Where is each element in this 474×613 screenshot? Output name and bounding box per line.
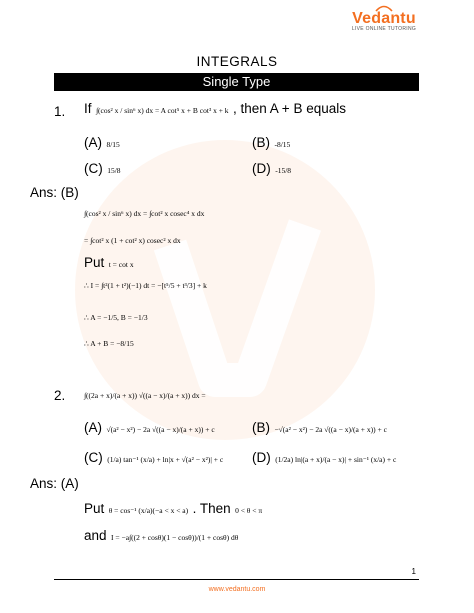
q2-solution-put xyxy=(84,500,262,518)
footer-url-link[interactable]: www.vedantu.com xyxy=(208,586,266,593)
q1-number: 1. xyxy=(54,104,66,119)
q2-option-d xyxy=(252,449,396,467)
q1-solution-line5: ∴ A + B = −8/15 xyxy=(84,339,134,348)
option-label: (C) xyxy=(84,450,103,465)
q1-option-c xyxy=(84,160,121,178)
q1-option-d xyxy=(252,160,291,178)
q1-tail: , then A + B equals xyxy=(233,101,346,116)
section-bar xyxy=(54,73,419,91)
option-label: (B) xyxy=(252,420,270,435)
option-label: (B) xyxy=(252,135,270,150)
chapter-title: INTEGRALS xyxy=(196,54,278,69)
and-word: and xyxy=(84,528,107,543)
and-math: I = −a∫((2 + cosθ)(1 − cosθ))/(1 + cosθ) dθ xyxy=(110,533,239,542)
page-number: 1 xyxy=(411,567,416,576)
q1-lead: If xyxy=(84,101,92,116)
q1-statement-math: ∫(cos² x / sin⁶ x) dx = A cot⁵ x + B cot³ x + k xyxy=(95,106,229,115)
q1-statement xyxy=(84,100,346,118)
q2-option-c xyxy=(84,449,223,467)
section-title: Single Type xyxy=(202,74,271,89)
option-label: (D) xyxy=(252,450,271,465)
option-label: (C) xyxy=(84,161,103,176)
option-value: √(a² − x²) − 2a √((a − x)/(a + x)) + c xyxy=(106,425,215,434)
q2-solution-and xyxy=(84,527,238,545)
q2-option-b xyxy=(252,419,387,437)
footer-divider xyxy=(54,579,419,580)
q1-solution-line1: ∫(cos² x / sin⁶ x) dx = ∫cot² x cosec⁴ x dx xyxy=(84,209,205,218)
option-label: (A) xyxy=(84,420,102,435)
q1-solution-line2: = ∫cot² x (1 + cot² x) cosec² x dx xyxy=(84,236,181,245)
q1-answer: Ans: (B) xyxy=(30,185,79,200)
put-math: t = cot x xyxy=(108,260,134,269)
q2-statement-math: ∫((2a + x)/(a + x)) √((a − x)/(a + x)) dx = xyxy=(84,391,206,400)
option-label: (A) xyxy=(84,135,102,150)
q1-solution-put xyxy=(84,254,134,272)
option-label: (D) xyxy=(252,161,271,176)
logo-mark-icon xyxy=(374,4,394,12)
logo-tagline: LIVE ONLINE TUTORING xyxy=(351,26,417,32)
vedantu-logo xyxy=(344,10,424,32)
option-value: -8/15 xyxy=(274,140,291,149)
put-word: Put xyxy=(84,501,105,516)
logo-wordmark: Vedantu xyxy=(352,10,416,27)
q1-option-b xyxy=(252,134,290,152)
then-word: . Then xyxy=(192,501,231,516)
option-value: -15/8 xyxy=(275,166,292,175)
q1-option-a xyxy=(84,134,120,152)
q2-answer: Ans: (A) xyxy=(30,476,79,491)
q2-option-a xyxy=(84,419,215,437)
option-value: 8/15 xyxy=(106,140,120,149)
q1-solution-line4: ∴ A = −1/5, B = −1/3 xyxy=(84,313,148,322)
q1-solution-line3: ∴ I = ∫t²(1 + t²)(−1) dt = −[t⁵/5 + t³/3] + k xyxy=(84,281,207,290)
option-value: 15/8 xyxy=(107,166,121,175)
option-value: (1/2a) ln|(a + x)/(a − x)| + sin⁻¹ (x/a) + c xyxy=(275,455,397,464)
option-value: −√(a² − x²) − 2a √((a − x)/(a + x)) + c xyxy=(274,425,387,434)
q2-number: 2. xyxy=(54,388,66,403)
then-math: 0 < θ < π xyxy=(235,506,263,515)
put-word: Put xyxy=(84,255,105,270)
put-math: θ = cos⁻¹ (x/a)(−a < x < a) xyxy=(108,506,189,515)
option-value: (1/a) tan⁻¹ (x/a) + ln|x + √(a² − x²)| + c xyxy=(107,455,224,464)
vedantu-watermark-icon xyxy=(65,130,385,450)
